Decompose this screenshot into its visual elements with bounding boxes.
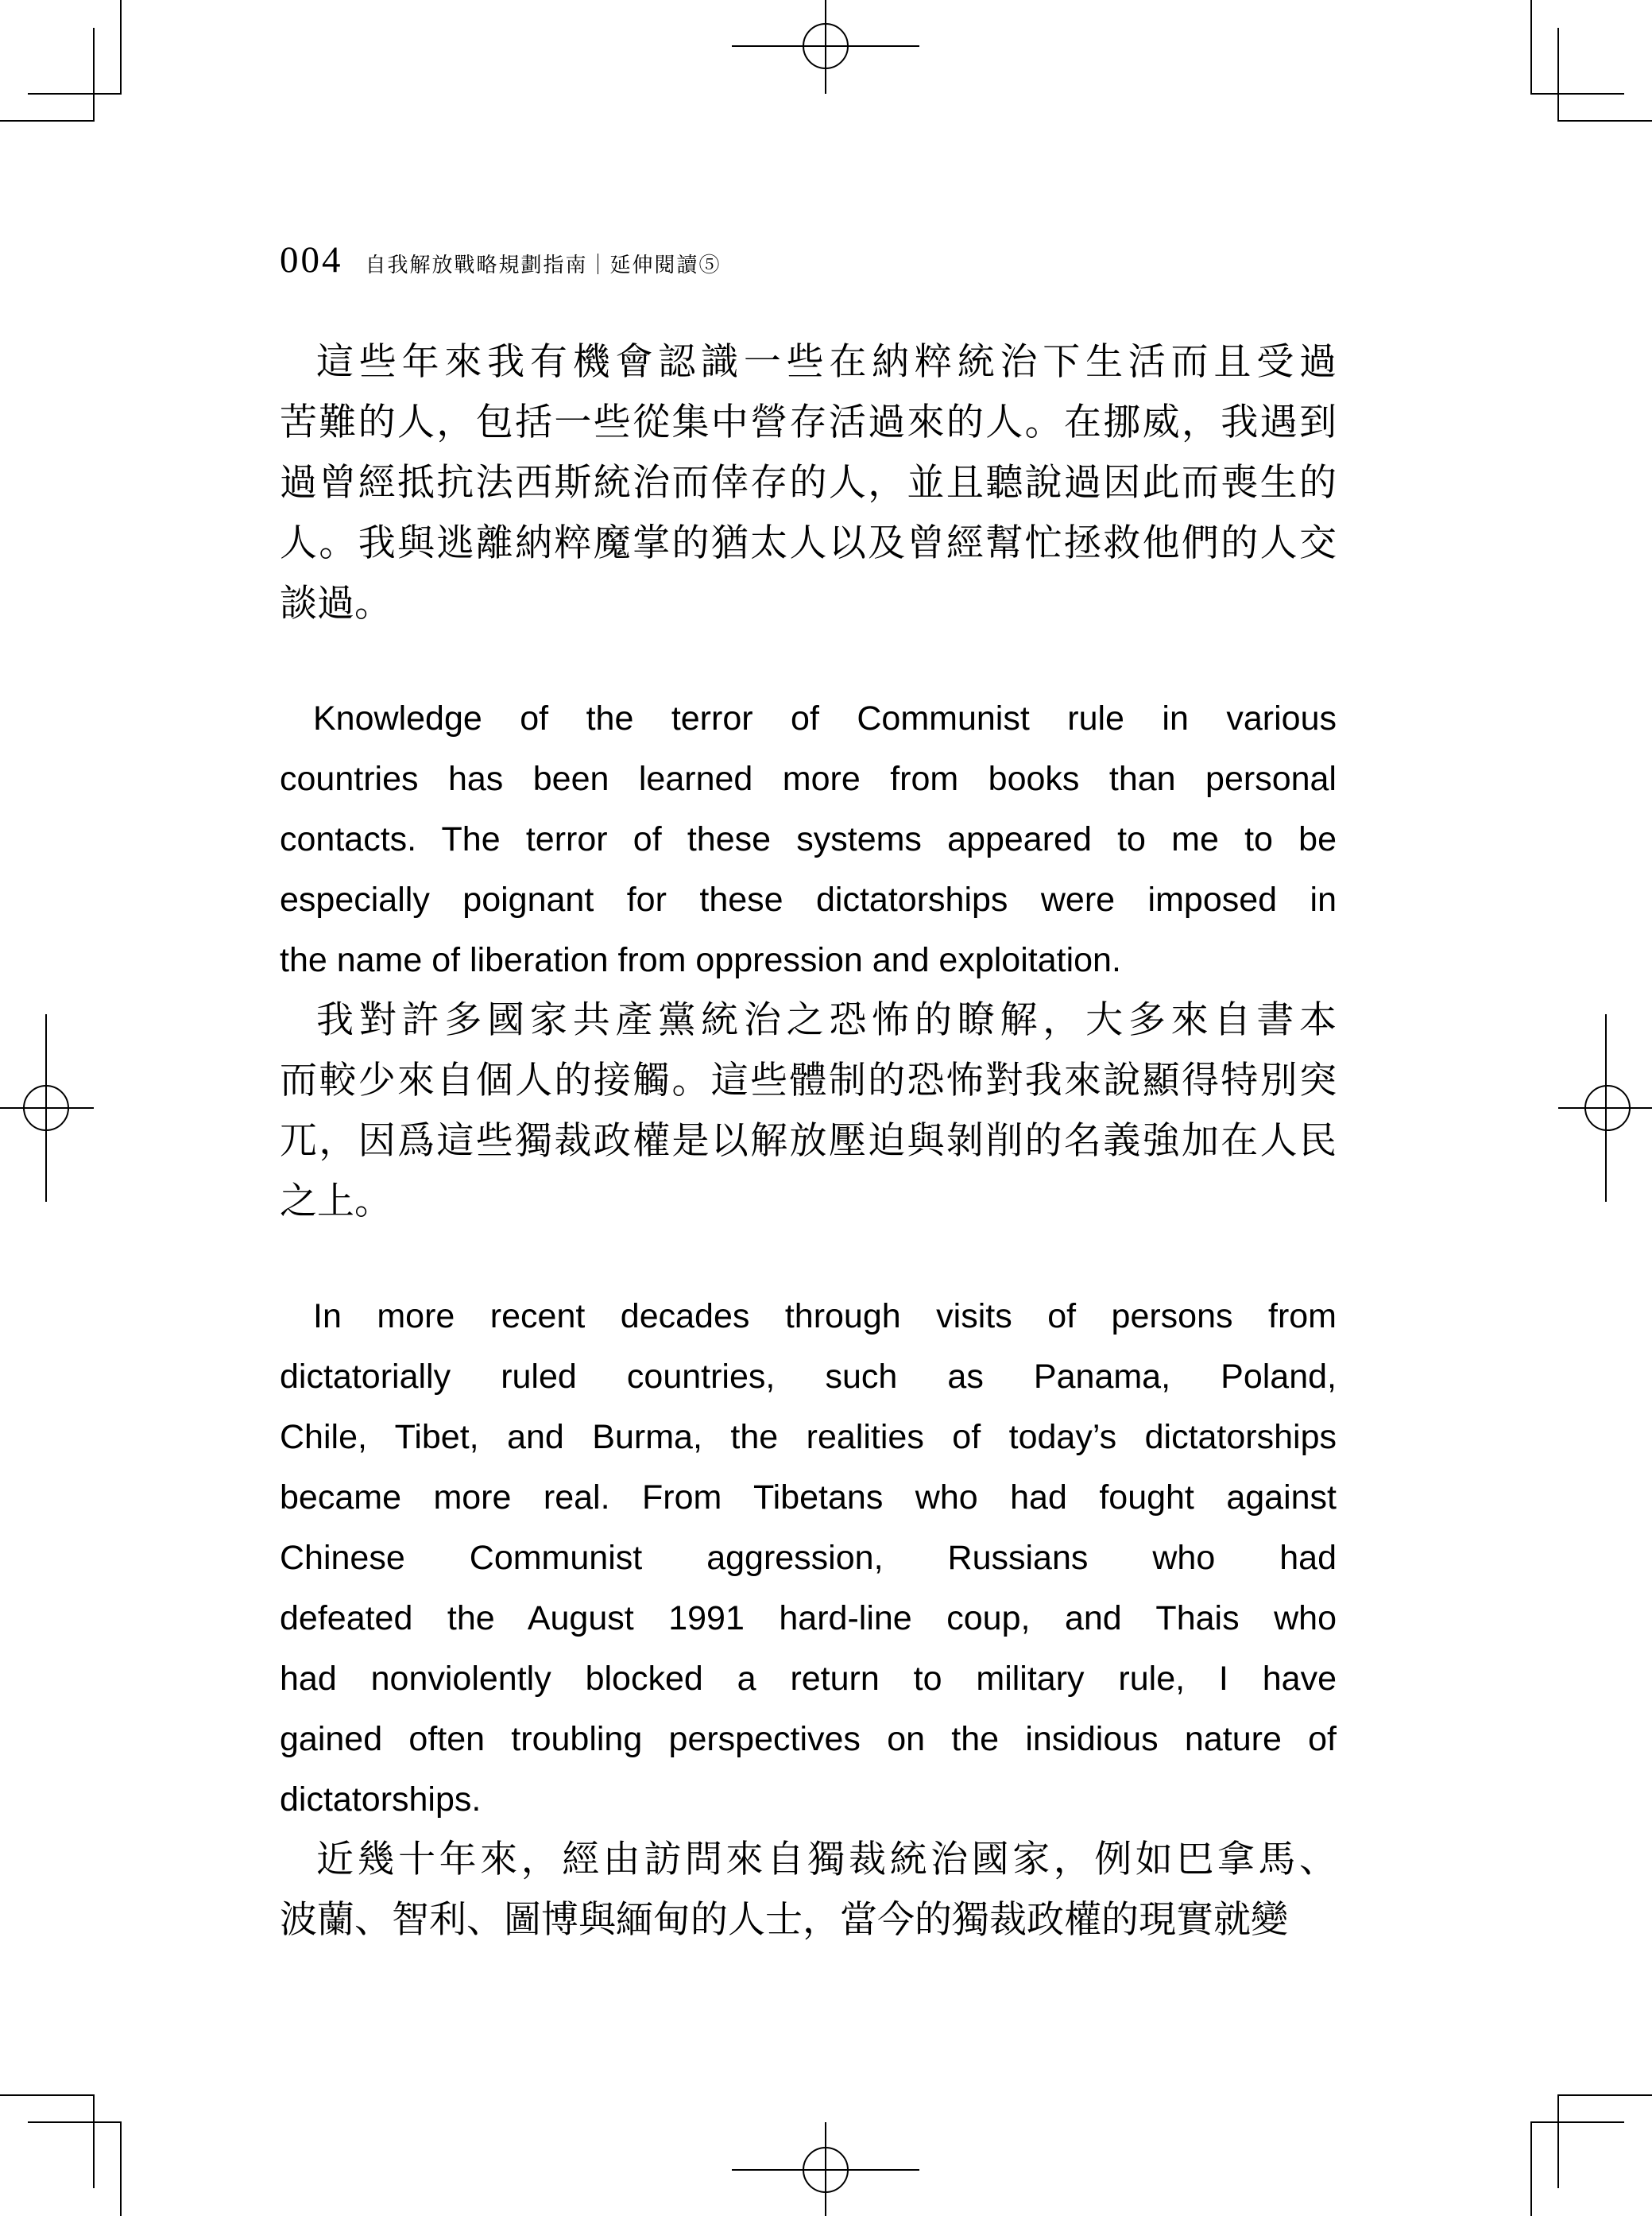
crop-mark-bottom-right-icon: [1529, 2093, 1652, 2216]
text-line: 談過。: [280, 583, 392, 625]
text-line: Knowledge of the terror of Communist rule in various: [313, 699, 1337, 738]
page-number: 004: [280, 239, 343, 281]
mark-line: [120, 0, 122, 95]
text-line: 近幾十年來，經由訪問來自獨裁統治國家，例如巴拿馬、: [316, 1839, 1337, 1881]
text-line: 人。我與逃離納粹魔掌的猶太人以及曾經幫忙拯救他們的人交: [280, 523, 1337, 564]
mark-circle: [23, 1085, 69, 1131]
mark-circle: [803, 23, 849, 69]
mark-line: [93, 28, 95, 122]
paragraph-en-1: [280, 688, 1337, 990]
mark-line: [1557, 2094, 1652, 2096]
text-line: 兀，因爲這些獨裁政權是以解放壓迫與剝削的名義強加在人民: [280, 1121, 1337, 1162]
text-line: countries has been learned more from books than personal: [280, 760, 1337, 798]
text-line: had nonviolently blocked a return to military rule, I have: [280, 1660, 1337, 1698]
paragraph-en-2: [280, 1286, 1337, 1830]
registration-mark-right-icon: [1558, 1014, 1652, 1202]
mark-line: [1530, 2121, 1624, 2123]
text-line: became more real. From Tibetans who had fought against: [280, 1478, 1337, 1517]
text-line: 波蘭、智利、圖博與緬甸的人士，當今的獨裁政權的現實就變: [280, 1900, 1288, 1941]
paragraph-zh-3: [280, 1830, 1337, 1951]
mark-line: [1557, 120, 1652, 122]
mark-circle: [1584, 1085, 1631, 1131]
mark-line: [120, 2121, 122, 2216]
text-line: especially poignant for these dictatorships were imposed in: [280, 881, 1337, 919]
paragraph-zh-2: [280, 990, 1337, 1232]
mark-line: [1530, 93, 1624, 95]
mark-circle: [803, 2147, 849, 2193]
text-line: Chile, Tibet, and Burma, the realities of today’s dictatorships: [280, 1418, 1337, 1456]
text-line: dictatorships.: [280, 1780, 482, 1819]
text-line: Chinese Communist aggression, Russians who had: [280, 1539, 1337, 1577]
text-line: contacts. The terror of these systems appeared to me to be: [280, 820, 1337, 858]
body-text: [280, 332, 1337, 1951]
registration-mark-top-icon: [732, 0, 919, 94]
text-line: 過曾經抵抗法西斯統治而倖存的人，並且聽說過因此而喪生的: [280, 463, 1337, 504]
mark-line: [1557, 28, 1559, 122]
mark-line: [0, 120, 95, 122]
text-line: 而較少來自個人的接觸。這些體制的恐怖對我來說顯得特別突: [280, 1060, 1337, 1102]
mark-line: [28, 2121, 122, 2123]
crop-mark-top-right-icon: [1529, 0, 1652, 123]
registration-mark-bottom-icon: [732, 2122, 919, 2216]
running-head: [280, 238, 722, 281]
running-head-title: 自我解放戰略規劃指南｜延伸閱讀⑤: [365, 254, 722, 277]
text-line: 之上。: [280, 1181, 392, 1222]
crop-mark-top-left-icon: [0, 0, 123, 123]
text-line: defeated the August 1991 hard-line coup, and Thais who: [280, 1599, 1337, 1637]
crop-mark-bottom-left-icon: [0, 2093, 123, 2216]
mark-line: [1530, 2121, 1532, 2216]
mark-line: [0, 2094, 95, 2096]
text-line: In more recent decades through visits of persons from: [313, 1297, 1337, 1335]
text-line: 這些年來我有機會認識一些在納粹統治下生活而且受過: [316, 342, 1337, 383]
mark-line: [28, 93, 122, 95]
registration-mark-left-icon: [0, 1014, 94, 1202]
text-line: gained often troubling perspectives on the insidious nature of: [280, 1720, 1337, 1758]
text-line: 我對許多國家共產黨統治之恐怖的瞭解，大多來自書本: [316, 1000, 1337, 1041]
text-line: 苦難的人，包括一些從集中營存活過來的人。在挪威，我遇到: [280, 402, 1337, 444]
mark-line: [1530, 0, 1532, 95]
text-line: the name of liberation from oppression and exploitation.: [280, 941, 1121, 979]
text-line: dictatorially ruled countries, such as Panama, Poland,: [280, 1358, 1337, 1396]
mark-line: [1557, 2094, 1559, 2188]
mark-line: [93, 2094, 95, 2188]
paragraph-zh-1: [280, 332, 1337, 634]
